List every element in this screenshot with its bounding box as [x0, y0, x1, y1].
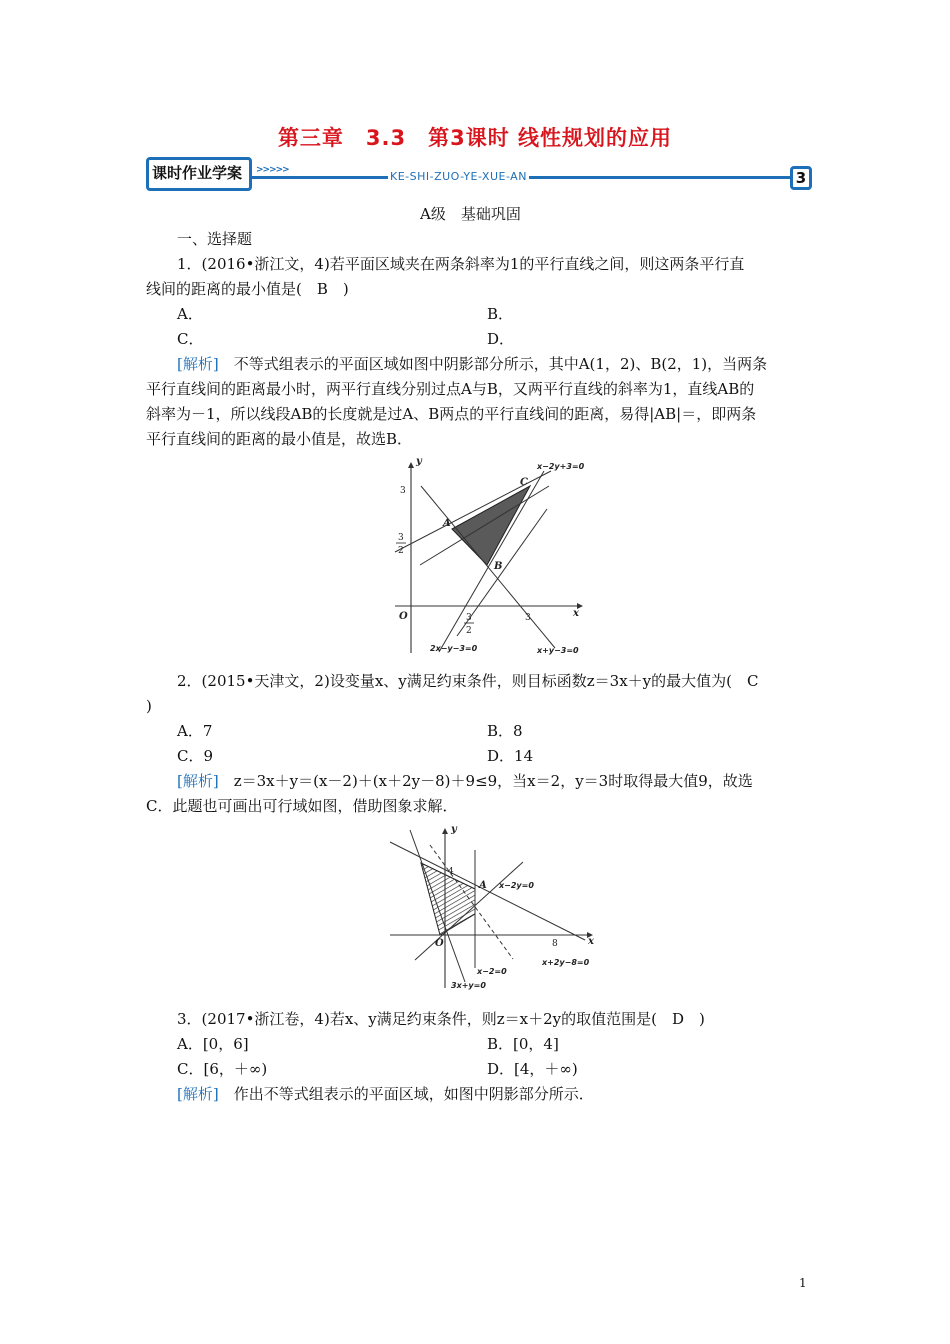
q2-x-label: x — [588, 936, 594, 947]
q1-option-b: B． — [487, 305, 514, 323]
q1-x-label: x — [573, 608, 579, 619]
q3-analysis-line1: [解析] 作出不等式组表示的平面区域，如图中阴影部分所示． — [177, 1085, 594, 1103]
q1-option-a: A． — [177, 305, 203, 323]
q3-option-b: B．[0，4] — [487, 1035, 559, 1053]
q2-feasible-region-figure — [385, 822, 600, 994]
q2-option-a: A．7 — [177, 722, 213, 740]
q3-analysis-tag: [解析] — [177, 1085, 219, 1103]
q1-y-tick-frac-den: 2 — [398, 546, 404, 556]
q1-feasible-region-figure — [385, 456, 600, 658]
q2-point-a: A — [479, 880, 487, 891]
q2-y-label: y — [451, 824, 457, 835]
header-arrows: >>>>> — [256, 165, 289, 175]
q2-stem-line1: 2．(2015•天津文，2)设变量x、y满足约束条件，则目标函数z＝3x＋y的最大值为( C — [177, 672, 759, 690]
header-pinyin: KE-SHI-ZUO-YE-XUE-AN — [390, 170, 527, 183]
q1-stem-line2: 线间的距离的最小值是( B ) — [146, 280, 349, 298]
q2-origin-label: O — [435, 938, 444, 949]
q2-analysis-line1: [解析] z＝3x＋y＝(x－2)＋(x＋2y－8)＋9≤9，当x＝2，y＝3时取得最大值9，故选 — [177, 772, 753, 790]
page-number: 1 — [799, 1276, 807, 1290]
q1-y-tick-frac-num: 3 — [398, 533, 404, 543]
q2-stem-line2: ) — [146, 697, 152, 715]
q1-point-a: A — [443, 518, 451, 529]
q2-y-arrow — [442, 828, 448, 834]
q1-y-tick-3: 3 — [400, 486, 406, 496]
q2-line4-label: 3x+y=0 — [451, 981, 486, 990]
q1-stem-line1: 1．(2016•浙江文，4)若平面区域夹在两条斜率为1的平行直线之间，则这两条平行直 — [177, 255, 745, 273]
q1-origin-label: O — [399, 611, 408, 622]
section-level: A级 基础巩固 — [420, 205, 521, 223]
q1-x-tick-frac-den: 2 — [466, 626, 472, 636]
q1-analysis-tag: [解析] — [177, 355, 219, 373]
q1-option-d: D． — [487, 330, 515, 348]
q1-analysis-line2: 平行直线间的距离最小时，两平行直线分别过点A与B，又两平行直线的斜率为1，直线AB的 — [146, 380, 755, 398]
q1-line1-label: x−2y+3=0 — [537, 462, 585, 471]
q1-y-label: y — [416, 456, 422, 467]
q1-x-tick-3: 3 — [525, 613, 531, 623]
q2-x-tick-8: 8 — [552, 939, 558, 949]
q1-point-b: B — [494, 561, 503, 572]
q2-line3-label: x−2=0 — [477, 967, 507, 976]
q3-option-d: D．[4，＋∞) — [487, 1060, 578, 1078]
section-part: 一、选择题 — [177, 230, 253, 248]
q1-line3-label: x+y−3=0 — [537, 646, 579, 655]
q2-option-c: C．9 — [177, 747, 214, 765]
q2-option-d: D．14 — [487, 747, 534, 765]
page-title: 第三章 3.3 第3课时 线性规划的应用 — [277, 126, 673, 150]
q3-stem: 3．(2017•浙江卷，4)若x、y满足约束条件，则z＝x＋2y的取值范围是( D ) — [177, 1010, 705, 1028]
q1-x-tick-frac-num: 3 — [466, 613, 472, 623]
q2-line1-label: x−2y=0 — [499, 881, 534, 890]
q2-option-b: B．8 — [487, 722, 523, 740]
q1-point-c: C — [520, 477, 528, 488]
q1-analysis-line1: [解析] 不等式组表示的平面区域如图中阴影部分所示，其中A(1，2)、B(2，1)，当两条 — [177, 355, 768, 373]
q3-option-a: A．[0，6] — [177, 1035, 249, 1053]
q2-analysis-tag: [解析] — [177, 772, 219, 790]
q1-analysis-line3: 斜率为－1，所以线段AB的长度就是过A、B两点的平行直线间的距离，易得|AB|＝，即两条 — [146, 405, 757, 423]
q1-y-arrow — [408, 462, 414, 468]
q3-option-c: C．[6，＋∞) — [177, 1060, 268, 1078]
header-label: 课时作业学案 — [152, 164, 243, 182]
header-number-badge: 3 — [790, 166, 812, 190]
q2-analysis-line2: C．此题也可画出可行域如图，借助图象求解． — [146, 797, 458, 815]
q1-option-c: C． — [177, 330, 204, 348]
q2-line2-label: x+2y−8=0 — [542, 958, 590, 967]
q2-y-tick-4: 4 — [448, 867, 454, 877]
q1-shaded-region — [452, 486, 530, 565]
q1-analysis-line4: 平行直线间的距离的最小值是，故选B． — [146, 430, 413, 448]
q1-line2-label: 2x−y−3=0 — [430, 644, 478, 653]
